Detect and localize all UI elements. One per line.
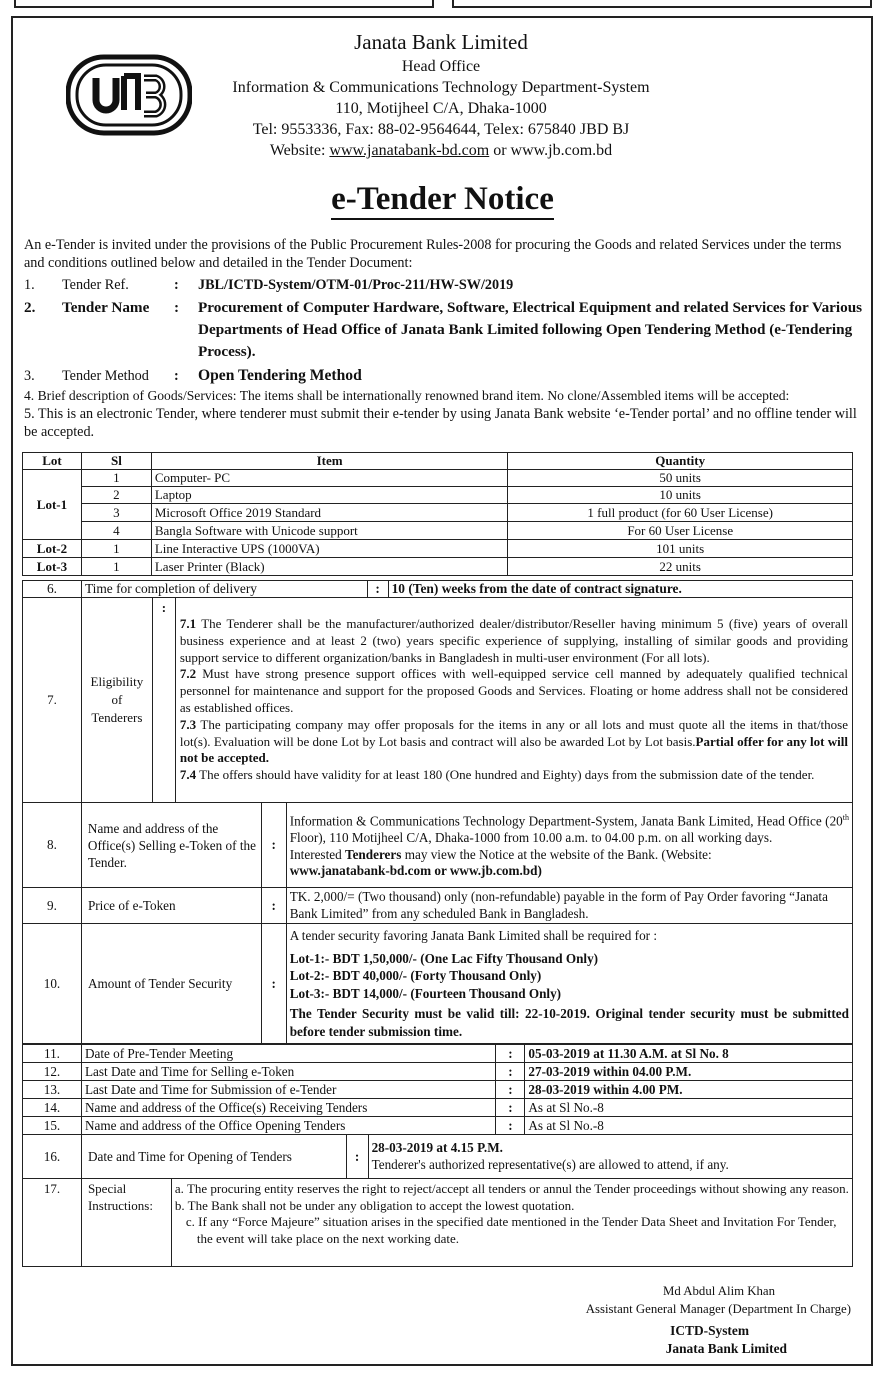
website-label: Website: [269, 142, 326, 159]
lot-label: Lot-2 [23, 540, 82, 558]
header-lot: Lot [23, 453, 82, 470]
lot-table [22, 452, 853, 576]
row-special-instructions: 17. Special Instructions: a. The procuring entity reserves the right to reject/accept all tenders or annul the Tender proceedings without showing any reason. b. The Bank shall not be under any obligation to accept the lowest quotation. c. If any “Force Majeure” situation arises in the specified date mentioned in the Tender Data Sheet and Invitation For Tender, the event will take place on the next working date. [22, 1178, 853, 1267]
item-electronic-tender: 5. This is an electronic Tender, where tenderer must submit their e-tender by using Janata Bank website ‘e-Tender portal’ and no offline tender will be accepted. [24, 406, 857, 440]
table-row: Lot-1 1 Computer- PC 50 units [23, 470, 853, 487]
row-eligibility: 7. Eligibility of Tenderers : 7.1 The Tenderer shall be the manufacturer/authorized dealer/distributor/Reseller having minimum 5 (five) years of overall business experience and at least 2 (two) years specific experience of supplying, installing of similar goods and providing support service to different organization/banks in Bangladesh in multi-user environment (For all lots). 7.2 Must have strong presence support offices with well-equipped service cell manned by adequately qualified technical personnel for maintenance and support for the proposed Goods and Services. Floating or home address shall not be considered as established offices. 7.3 The participating company may offer proposals for the items in any or all lots and must quote all the items in that/those lot(s). Evaluation will be done Lot by Lot basis and contract will also be awarded Lot by Lot basis.Partial offer for any lot will not be accepted. 7.4 The offers should have validity for at least 180 (One hundred and Eighty) days from the submission date of the tender. [22, 597, 853, 803]
etoken-office-text: Information & Communications Technology Department-System, Janata Bank Limited, Head Office (20th Floor), 110 Motijheel C/A, Dhaka-1000 from 10.00 a.m. to 04.00 p.m. on all working days. Interested Tenderers may view the Notice at the website of the Bank. (Website: www.janatabank-bd.com or www.jb.com.bd) [286, 803, 852, 888]
item-brief-description: 4. Brief description of Goods/Services: The items shall be internationally renowned brand item. No clone/Assembled items will be accepted: [24, 388, 790, 403]
office-name: Head Office [401, 58, 481, 75]
lot-label: Lot-1 [23, 470, 82, 540]
special-instructions-text: a. The procuring entity reserves the right to reject/accept all tenders or annul the Tender proceedings without showing any reason. b. The Bank shall not be under any obligation to accept the lowest quotation. c. If any “Force Majeure” situation arises in the specified date mentioned in the Tender Data Sheet and Invitation For Tender, the event will take place on the next working date. [171, 1179, 852, 1267]
contact-line: Tel: 9553336, Fax: 88-02-9564644, Telex: 675840 JBD BJ [252, 121, 630, 138]
website-link-1[interactable]: www.janatabank-bd.com [329, 142, 490, 159]
top-strip-right [452, 0, 872, 8]
signatory-department: ICTD-System [670, 1323, 749, 1338]
address: 110, Motijheel C/A, Dhaka-1000 [335, 100, 547, 117]
table-row: 3 Microsoft Office 2019 Standard 1 full product (for 60 User License) [23, 504, 853, 522]
bank-name: Janata Bank Limited [354, 30, 528, 54]
department-name: Information & Communications Technology Department-System [232, 79, 650, 96]
header-quantity: Quantity [508, 453, 853, 470]
website-line [12, 140, 870, 161]
intro-paragraph: An e-Tender is invited under the provisions of the Public Procurement Rules-2008 for procuring the Goods and related Services under the terms and conditions outlined below and detailed in the Tender Document: [24, 237, 842, 271]
table-row: 13. Last Date and Time for Submission of e-Tender : 28-03-2019 within 4.00 PM. [23, 1081, 853, 1099]
letterhead [12, 16, 870, 161]
table-row: 14. Name and address of the Office(s) Receiving Tenders : As at Sl No.-8 [23, 1099, 853, 1117]
website-or: or [493, 142, 507, 159]
row-delivery-time: 6. Time for completion of delivery : 10 (Ten) weeks from the date of contract signature. [22, 580, 853, 598]
table-row: 15. Name and address of the Office Opening Tenders : As at Sl No.-8 [23, 1117, 853, 1135]
table-row: Lot-3 1 Laser Printer (Black) 22 units [23, 558, 853, 576]
table-row: 11. Date of Pre-Tender Meeting : 05-03-2019 at 11.30 A.M. at Sl No. 8 [23, 1045, 853, 1063]
tender-security-text: A tender security favoring Janata Bank Limited shall be required for : Lot-1:- BDT 1,50,000/- (One Lac Fifty Thousand Only) Lot-2:- BDT 40,000/- (Forty Thousand Only) Lot-3:- BDT 14,000/- (Fourteen Thousand Only) The Tender Security must be valid till: 22-10-2019. Original tender security must be submitted before tender submission time. [286, 924, 852, 1044]
header-item: Item [151, 453, 508, 470]
row-etoken-price: 9. Price of e-Token : TK. 2,000/= (Two thousand) only (non-refundable) payable in the form of Pay Order favoring “Janata Bank Limited” from any scheduled Bank in Bangladesh. [22, 887, 853, 924]
page-title: e-Tender Notice [0, 180, 885, 218]
top-strip-left [14, 0, 434, 8]
table-row: 2 Laptop 10 units [23, 487, 853, 504]
item-tender-name: 2. Tender Name : Procurement of Computer Hardware, Software, Electrical Equipment and related Services for Various Departments of Head Office of Janata Bank Limited following Open Tendering Method (e-Tendering Process). [24, 299, 863, 360]
signatory-organization: Janata Bank Limited [665, 1341, 787, 1356]
lot-label: Lot-3 [23, 558, 82, 576]
row-etoken-office: 8. Name and address of the Office(s) Selling e-Token of the Tender. : Information & Communications Technology Department-System, Janata Bank Limited, Head Office (20th Floor), 110 Motijheel C/A, Dhaka-1000 from 10.00 a.m. to 04.00 p.m. on all working days. Interested Tenderers may view the Notice at the website of the Bank. (Website: www.janatabank-bd.com or www.jb.com.bd) [22, 802, 853, 888]
row-opening-time: 16. Date and Time for Opening of Tenders : 28-03-2019 at 4.15 P.M. Tenderer's authorized representative(s) are allowed to attend, if any. [22, 1134, 853, 1179]
header-sl: Sl [81, 453, 151, 470]
signatory-name: Md Abdul Alim Khan [663, 1284, 775, 1298]
eligibility-text: 7.1 The Tenderer shall be the manufacturer/authorized dealer/distributor/Reseller having minimum 5 (five) years of overall business experience and at least 2 (two) years specific experience of supplying, installing of similar goods and providing support service to different organization/banks in Bangladesh in multi-user environment (For all lots). 7.2 Must have strong presence support offices with well-equipped service cell manned by adequately qualified technical personnel for maintenance and support for the proposed Goods and Services. Floating or home address shall not be considered as established offices. 7.3 The participating company may offer proposals for the items in any or all lots and must quote all the items in that/those lot(s). Evaluation will be done Lot by Lot basis and contract will also be awarded Lot by Lot basis.Partial offer for any lot will not be accepted. 7.4 The offers should have validity for at least 180 (One hundred and Eighty) days from the submission date of the tender. [175, 598, 852, 803]
item-tender-method: 3. Tender Method : Open Tendering Method [24, 367, 362, 384]
signatory-designation: Assistant General Manager (Department In Charge) [585, 1302, 851, 1316]
table-row: Lot-2 1 Line Interactive UPS (1000VA) 101 units [23, 540, 853, 558]
table-row: 12. Last Date and Time for Selling e-Token : 27-03-2019 within 04.00 P.M. [23, 1063, 853, 1081]
website-link-2[interactable]: www.jb.com.bd [510, 142, 613, 159]
row-tender-security: 10. Amount of Tender Security : A tender security favoring Janata Bank Limited shall be required for : Lot-1:- BDT 1,50,000/- (One Lac Fifty Thousand Only) Lot-2:- BDT 40,000/- (Forty Thousand Only) Lot-3:- BDT 14,000/- (Fourteen Thousand Only) The Tender Security must be valid till: 22-10-2019. Original tender security must be submitted before tender submission time. [22, 923, 853, 1044]
item-tender-ref: 1. Tender Ref. : JBL/ICTD-System/OTM-01/Proc-211/HW-SW/2019 [24, 277, 514, 293]
dates-table [22, 1044, 853, 1135]
eligibility-label: Eligibility of Tenderers [81, 598, 152, 803]
table-row: 4 Bangla Software with Unicode support For 60 User License [23, 522, 853, 540]
